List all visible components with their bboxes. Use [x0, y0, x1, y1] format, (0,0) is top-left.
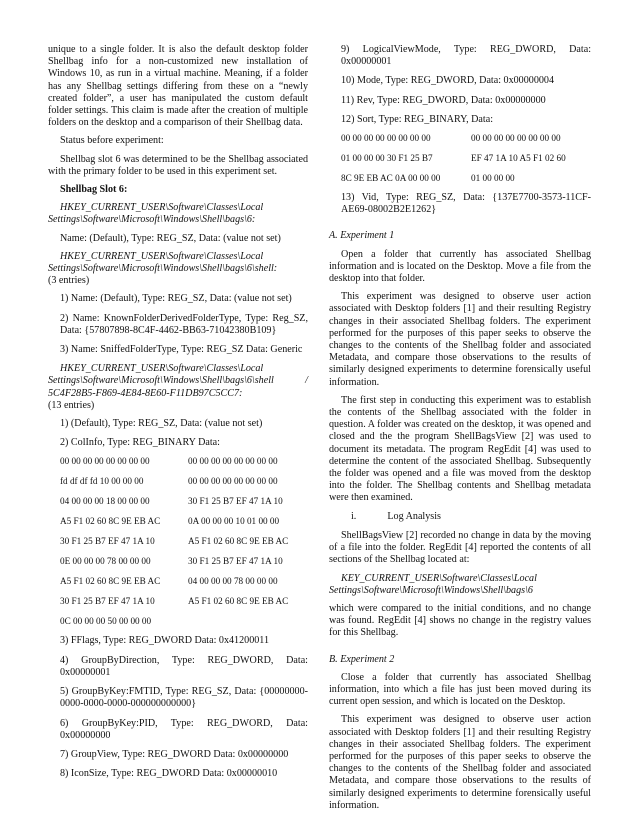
- right-column: [329, 44, 591, 818]
- hex-cell: 04 00 00 00 78 00 00 00: [188, 576, 278, 587]
- paragraph: This experiment was designed to observe user action associated with Desktop folders [1] and their resulting Registry changes in their associated Shellbag folders. The experiment performed for the purposes of this paper seeks to observe the changes to the contents of the Shellbag folder and associated Metadata, and compare those observations to the results of similarly designed experiments to determine forensically useful information.: [329, 714, 591, 811]
- hex-cell: EF 47 1A 10 A5 F1 02 60: [471, 153, 566, 164]
- registry-entry: 6) GroupByKey:PID, Type: REG_DWORD, Data: 0x00000000: [60, 717, 308, 741]
- hex-data-grid: [48, 456, 308, 627]
- registry-entry: 9) LogicalViewMode, Type: REG_DWORD, Data: 0x00000001: [341, 44, 591, 68]
- registry-entry: 1) (Default), Type: REG_SZ, Data: (value not set): [60, 418, 263, 430]
- list-number: i.: [351, 510, 357, 522]
- registry-key-path: HKEY_CURRENT_USER\Software\Classes\Local Settings\Software\Microsoft\Windows\Shell\bags\6:: [48, 202, 264, 226]
- registry-entry: 4) GroupByDirection, Type: REG_DWORD, Data: 0x00000001: [60, 654, 308, 678]
- hex-cell: [188, 616, 308, 627]
- registry-entry: 3) Name: SniffedFolderType, Type: REG_SZ Data: Generic: [60, 344, 303, 356]
- hex-cell: A5 F1 02 60 8C 9E EB AC: [60, 576, 161, 587]
- hex-cell: A5 F1 02 60 8C 9E EB AC: [60, 516, 161, 527]
- paragraph: Open a folder that currently has associated Shellbag information and is located on the Desktop. Move a file from the desktop into that folder.: [329, 248, 591, 285]
- entry-count: (3 entries): [48, 275, 90, 287]
- section-heading: B. Experiment 2: [329, 653, 395, 665]
- registry-entry: 10) Mode, Type: REG_DWORD, Data: 0x00000004: [341, 75, 555, 87]
- hex-cell: A5 F1 02 60 8C 9E EB AC: [188, 536, 289, 547]
- hex-cell: A5 F1 02 60 8C 9E EB AC: [188, 596, 289, 607]
- paragraph: Close a folder that currently has associated Shellbag information, into which a file has just been moved during its current open session, and which is located on the Desktop.: [329, 671, 591, 708]
- hex-cell: 01 00 00 00: [471, 173, 515, 184]
- hex-data-grid: [329, 133, 591, 184]
- hex-cell: 30 F1 25 B7 EF 47 1A 10: [60, 596, 155, 607]
- hex-cell: 0E 00 00 00 78 00 00 00: [60, 556, 151, 567]
- section-heading: A. Experiment 1: [329, 230, 395, 242]
- hex-cell: 0A 00 00 00 10 01 00 00: [188, 516, 280, 527]
- registry-entry: 12) Sort, Type: REG_BINARY, Data:: [341, 113, 494, 125]
- hex-cell: 00 00 00 00 00 00 00 00: [188, 476, 278, 487]
- hex-cell: 8C 9E EB AC 0A 00 00 00: [341, 173, 441, 184]
- slot-heading: Shellbag Slot 6:: [60, 184, 128, 196]
- registry-entry: 11) Rev, Type: REG_DWORD, Data: 0x00000000: [341, 94, 546, 106]
- registry-entry: 7) GroupView, Type: REG_DWORD Data: 0x00000000: [60, 748, 289, 760]
- registry-entry: 8) IconSize, Type: REG_DWORD Data: 0x00000010: [60, 768, 278, 780]
- hex-cell: 30 F1 25 B7 EF 47 1A 10: [188, 556, 283, 567]
- hex-cell: 30 F1 25 B7 EF 47 1A 10: [60, 536, 155, 547]
- registry-key-path: HKEY_CURRENT_USER\Software\Classes\Local Settings\Software\Microsoft\Windows\Shell\bags\6\shell / 5C4F28B5-F869-4E84-8E60-F11DB97C5CC7:: [48, 363, 308, 399]
- registry-entry: 13) Vid, Type: REG_SZ, Data: {137E7700-3573-11CF-AE69-08002B2E1262}: [341, 192, 591, 216]
- registry-key-path: KEY_CURRENT_USER\Software\Classes\Local Settings\Software\Microsoft\Windows\Shell\bags\6: [329, 572, 537, 596]
- hex-cell: 04 00 00 00 18 00 00 00: [60, 496, 150, 507]
- hex-cell: 30 F1 25 B7 EF 47 1A 10: [188, 496, 283, 507]
- hex-cell: 00 00 00 00 00 00 00 00: [188, 456, 278, 467]
- registry-entry: 5) GroupByKey:FMTID, Type: REG_SZ, Data: {00000000-0000-0000-0000-000000000000}: [60, 686, 308, 710]
- registry-entry: 2) ColInfo, Type: REG_BINARY Data:: [60, 437, 220, 449]
- hex-cell: fd df df fd 10 00 00 00: [60, 476, 144, 487]
- hex-cell: 00 00 00 00 00 00 00 00: [60, 456, 150, 467]
- list-text: Log Analysis: [387, 510, 441, 522]
- paragraph: Shellbag slot 6 was determined to be the Shellbag associated with the primary folder to be used in this experiment set.: [48, 153, 308, 177]
- paragraph: This experiment was designed to observe user action associated with Desktop folders [1] and their resulting Registry changes in their associated Shellbag folders. The experiment performed for the purposes of this paper seeks to observe the changes to the contents of the Shellbag folder and associated Metadata, and compare those observations to the results of similarly designed experiments to determine forensically useful information.: [329, 291, 591, 388]
- hex-cell: 00 00 00 00 00 00 00 00: [341, 133, 431, 144]
- registry-entry: 3) FFlags, Type: REG_DWORD Data: 0x41200011: [60, 635, 270, 647]
- subsection-heading: [329, 511, 591, 523]
- paragraph: ShellBagsView [2] recorded no change in data by the moving of a file into the folder. RegEdit [4] reported the contents of all sections of the Shellbag located at:: [329, 529, 591, 566]
- left-column: [48, 44, 308, 787]
- entry-count: (13 entries): [48, 399, 95, 411]
- paragraph: which were compared to the initial conditions, and no change was found. RegEdit [4] shows no change in the registry values for this Shellbag.: [329, 602, 591, 639]
- hex-cell: 00 00 00 00 00 00 00 00: [471, 133, 561, 144]
- status-label: Status before experiment:: [60, 135, 164, 147]
- registry-entry: Name: (Default), Type: REG_SZ, Data: (value not set): [60, 232, 281, 244]
- paragraph: The first step in conducting this experiment was to establish the contents of the Shellbag associated with the folder in question. A folder was created on the desktop, it was opened and closed and the the program ShellBagsView [2] was used to document its metadata. The program RegEdit [4] was used to determine the content of the associated Shellbag. Subsequently the folder was opened and a file was moved from the desktop into the folder. The Shellbag contents and Shellbag metadata were then examined.: [329, 394, 591, 504]
- registry-entry: 2) Name: KnownFolderDerivedFolderType, Type: Reg_SZ, Data: {57807898-8C4F-4462-BB63-71042380B109}: [60, 312, 308, 336]
- registry-key-path: HKEY_CURRENT_USER\Software\Classes\Local Settings\Software\Microsoft\Windows\Shell\bags\6\shell:: [48, 250, 278, 275]
- hex-cell: 01 00 00 00 30 F1 25 B7: [341, 153, 433, 164]
- paragraph: unique to a single folder. It is also the default desktop folder Shellbag info for a non-customized new installation of Windows 10, as run in a virtual machine. Meaning, if a folder has any Shellbag settings differing from these on a “newly created folder”, a user has manipulated the custom default folder settings. This claim is made after the creation of multiple folders on the desktop and a comparison of their Shellbag data.: [48, 44, 308, 129]
- registry-entry: 1) Name: (Default), Type: REG_SZ, Data: (value not set): [60, 293, 292, 305]
- hex-cell: 0C 00 00 00 50 00 00 00: [60, 616, 152, 627]
